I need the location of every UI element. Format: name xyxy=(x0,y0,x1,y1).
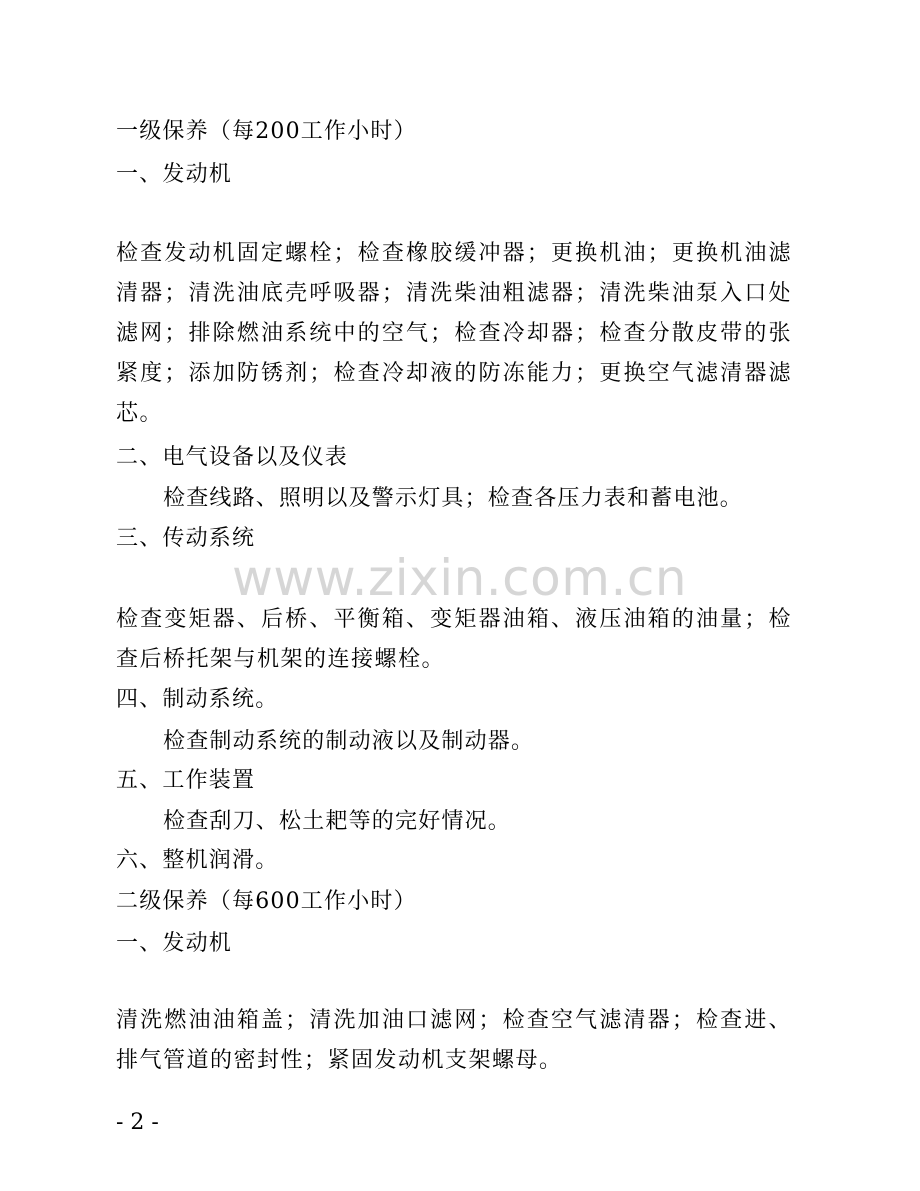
level1-transmission-body: 检查变矩器、后桥、平衡箱、变矩器油箱、液压油箱的油量；检查后桥托架与机架的连接螺栓。 xyxy=(116,607,792,672)
watermark: www.zixin.com.cn xyxy=(232,549,688,607)
level1-transmission-title: 三、传动系统 xyxy=(116,526,256,551)
level1-heading: 一级保养（每200工作小时） xyxy=(116,119,417,144)
level1-lubrication-title: 六、整机润滑。 xyxy=(116,848,279,873)
level1-work-device-title: 五、工作装置 xyxy=(116,768,256,793)
page-number: - 2 - xyxy=(116,1110,159,1135)
level1-electrical-title: 二、电气设备以及仪表 xyxy=(116,445,349,470)
level2-heading: 二级保养（每600工作小时） xyxy=(116,889,417,914)
level1-engine-title: 一、发动机 xyxy=(116,162,233,187)
level1-engine-body: 检查发动机固定螺栓；检查橡胶缓冲器；更换机油；更换机油滤清器；清洗油底壳呼吸器；清洗柴油粗滤器；清洗柴油泵入口处滤网；排除燃油系统中的空气；检查冷却器；检查分散皮带的张紧度；添加防锈剂；检查冷却液的防冻能力；更换空气滤清器滤芯。 xyxy=(116,241,792,426)
level1-work-device-body: 检查刮刀、松土耙等的完好情况。 xyxy=(163,809,512,834)
level1-brake-body: 检查制动系统的制动液以及制动器。 xyxy=(163,729,535,754)
level1-electrical-body: 检查线路、照明以及警示灯具；检查各压力表和蓄电池。 xyxy=(163,486,744,511)
level2-engine-body: 清洗燃油油箱盖；清洗加油口滤网；检查空气滤清器；检查进、排气管道的密封性；紧固发动机支架螺母。 xyxy=(116,1008,792,1073)
level2-engine-title: 一、发动机 xyxy=(116,931,233,956)
level1-brake-title: 四、制动系统。 xyxy=(116,687,279,712)
